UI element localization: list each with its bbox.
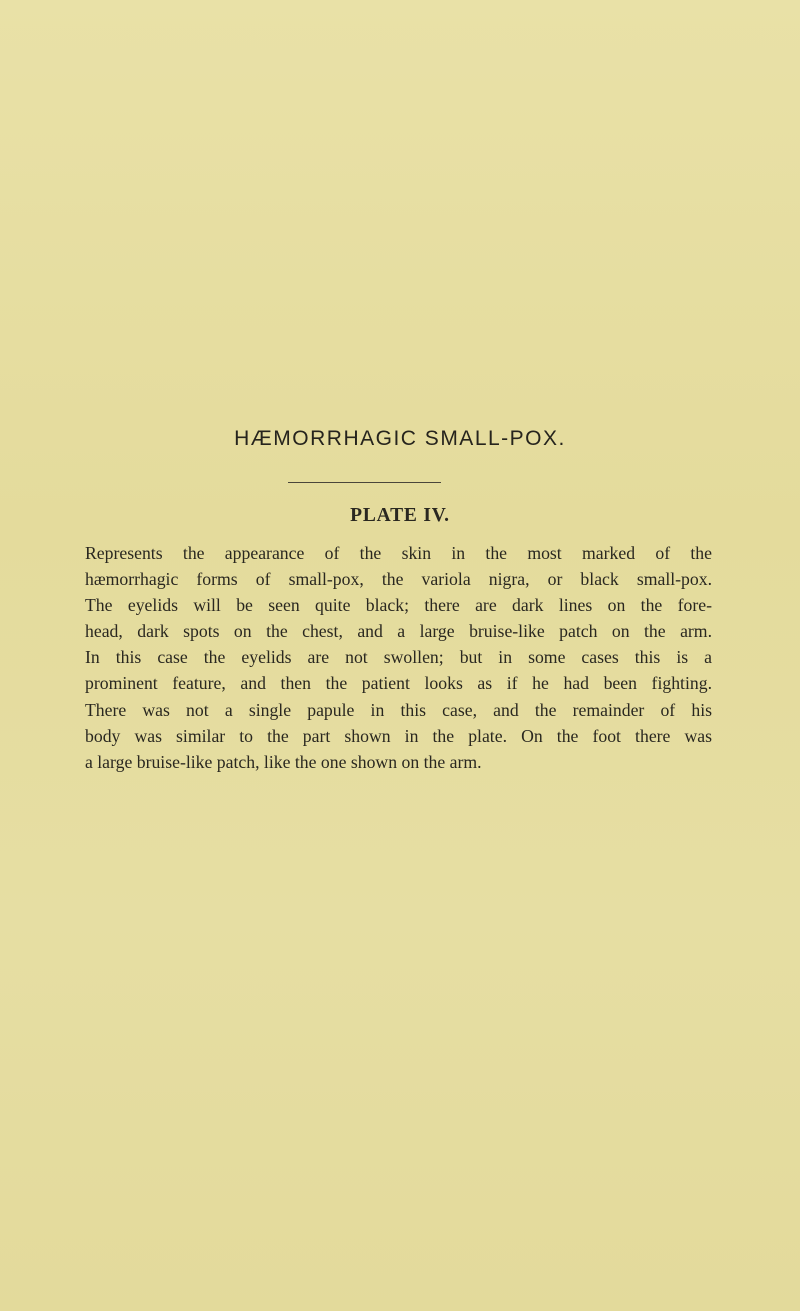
description-paragraph: [85, 540, 712, 775]
divider-rule: [288, 482, 441, 483]
page-heading: HÆMORRHAGIC SMALL-POX.: [234, 427, 566, 450]
plate-label: PLATE IV.: [350, 505, 450, 526]
paragraph-line: hæmorrhagic forms of small-pox, the variola nigra, or black small-pox.: [85, 569, 712, 590]
paragraph-line: head, dark spots on the chest, and a large bruise-like patch on the arm.: [85, 621, 712, 642]
paragraph-line: prominent feature, and then the patient looks as if he had been fighting.: [85, 673, 712, 694]
paragraph-line: In this case the eyelids are not swollen; but in some cases this is a: [85, 647, 712, 668]
paragraph-line: Represents the appearance of the skin in the most marked of the: [85, 543, 712, 563]
paragraph-line: There was not a single papule in this case, and the remainder of his: [85, 699, 712, 720]
paragraph-line: The eyelids will be seen quite black; there are dark lines on the fore-: [85, 595, 712, 616]
paragraph-line: a large bruise-like patch, like the one shown on the arm.: [85, 751, 482, 772]
paragraph-line: body was similar to the part shown in the plate. On the foot there was: [85, 725, 712, 746]
